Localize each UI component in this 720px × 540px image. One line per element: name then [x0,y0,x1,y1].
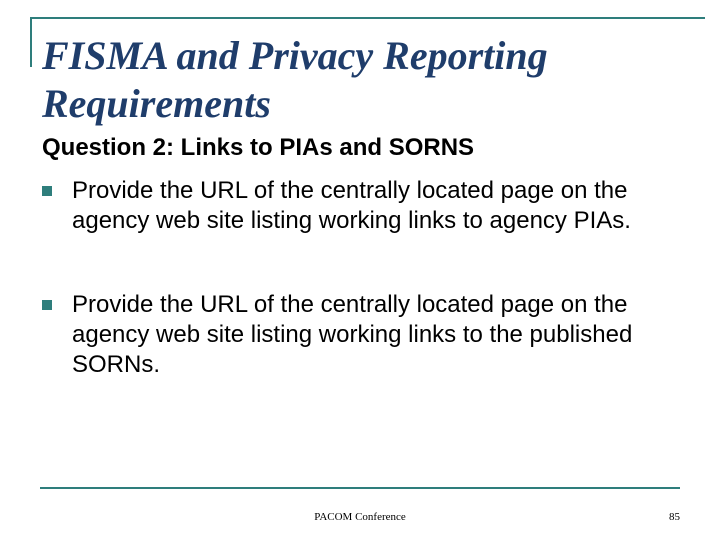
footer-divider [40,487,680,489]
bullet-item-1 [42,176,682,236]
bullet-text: Provide the URL of the centrally located page on the agency web site listing working links to the published SORNs. [72,291,633,378]
page-number: 85 [669,511,680,523]
square-bullet-icon [42,300,52,310]
footer-label: PACOM Conference [314,511,406,523]
slide-title: FISMA and Privacy Reporting Requirements [42,33,548,126]
bullet-text: Provide the URL of the centrally located page on the agency web site listing working links to agency PIAs. [72,177,631,234]
square-bullet-icon [42,186,52,196]
question-heading: Question 2: Links to PIAs and SORNS [42,134,475,161]
frame-top-line [30,17,705,19]
bullet-item-2 [42,290,682,380]
bullet-list [42,176,682,380]
frame-left-line [30,17,32,67]
